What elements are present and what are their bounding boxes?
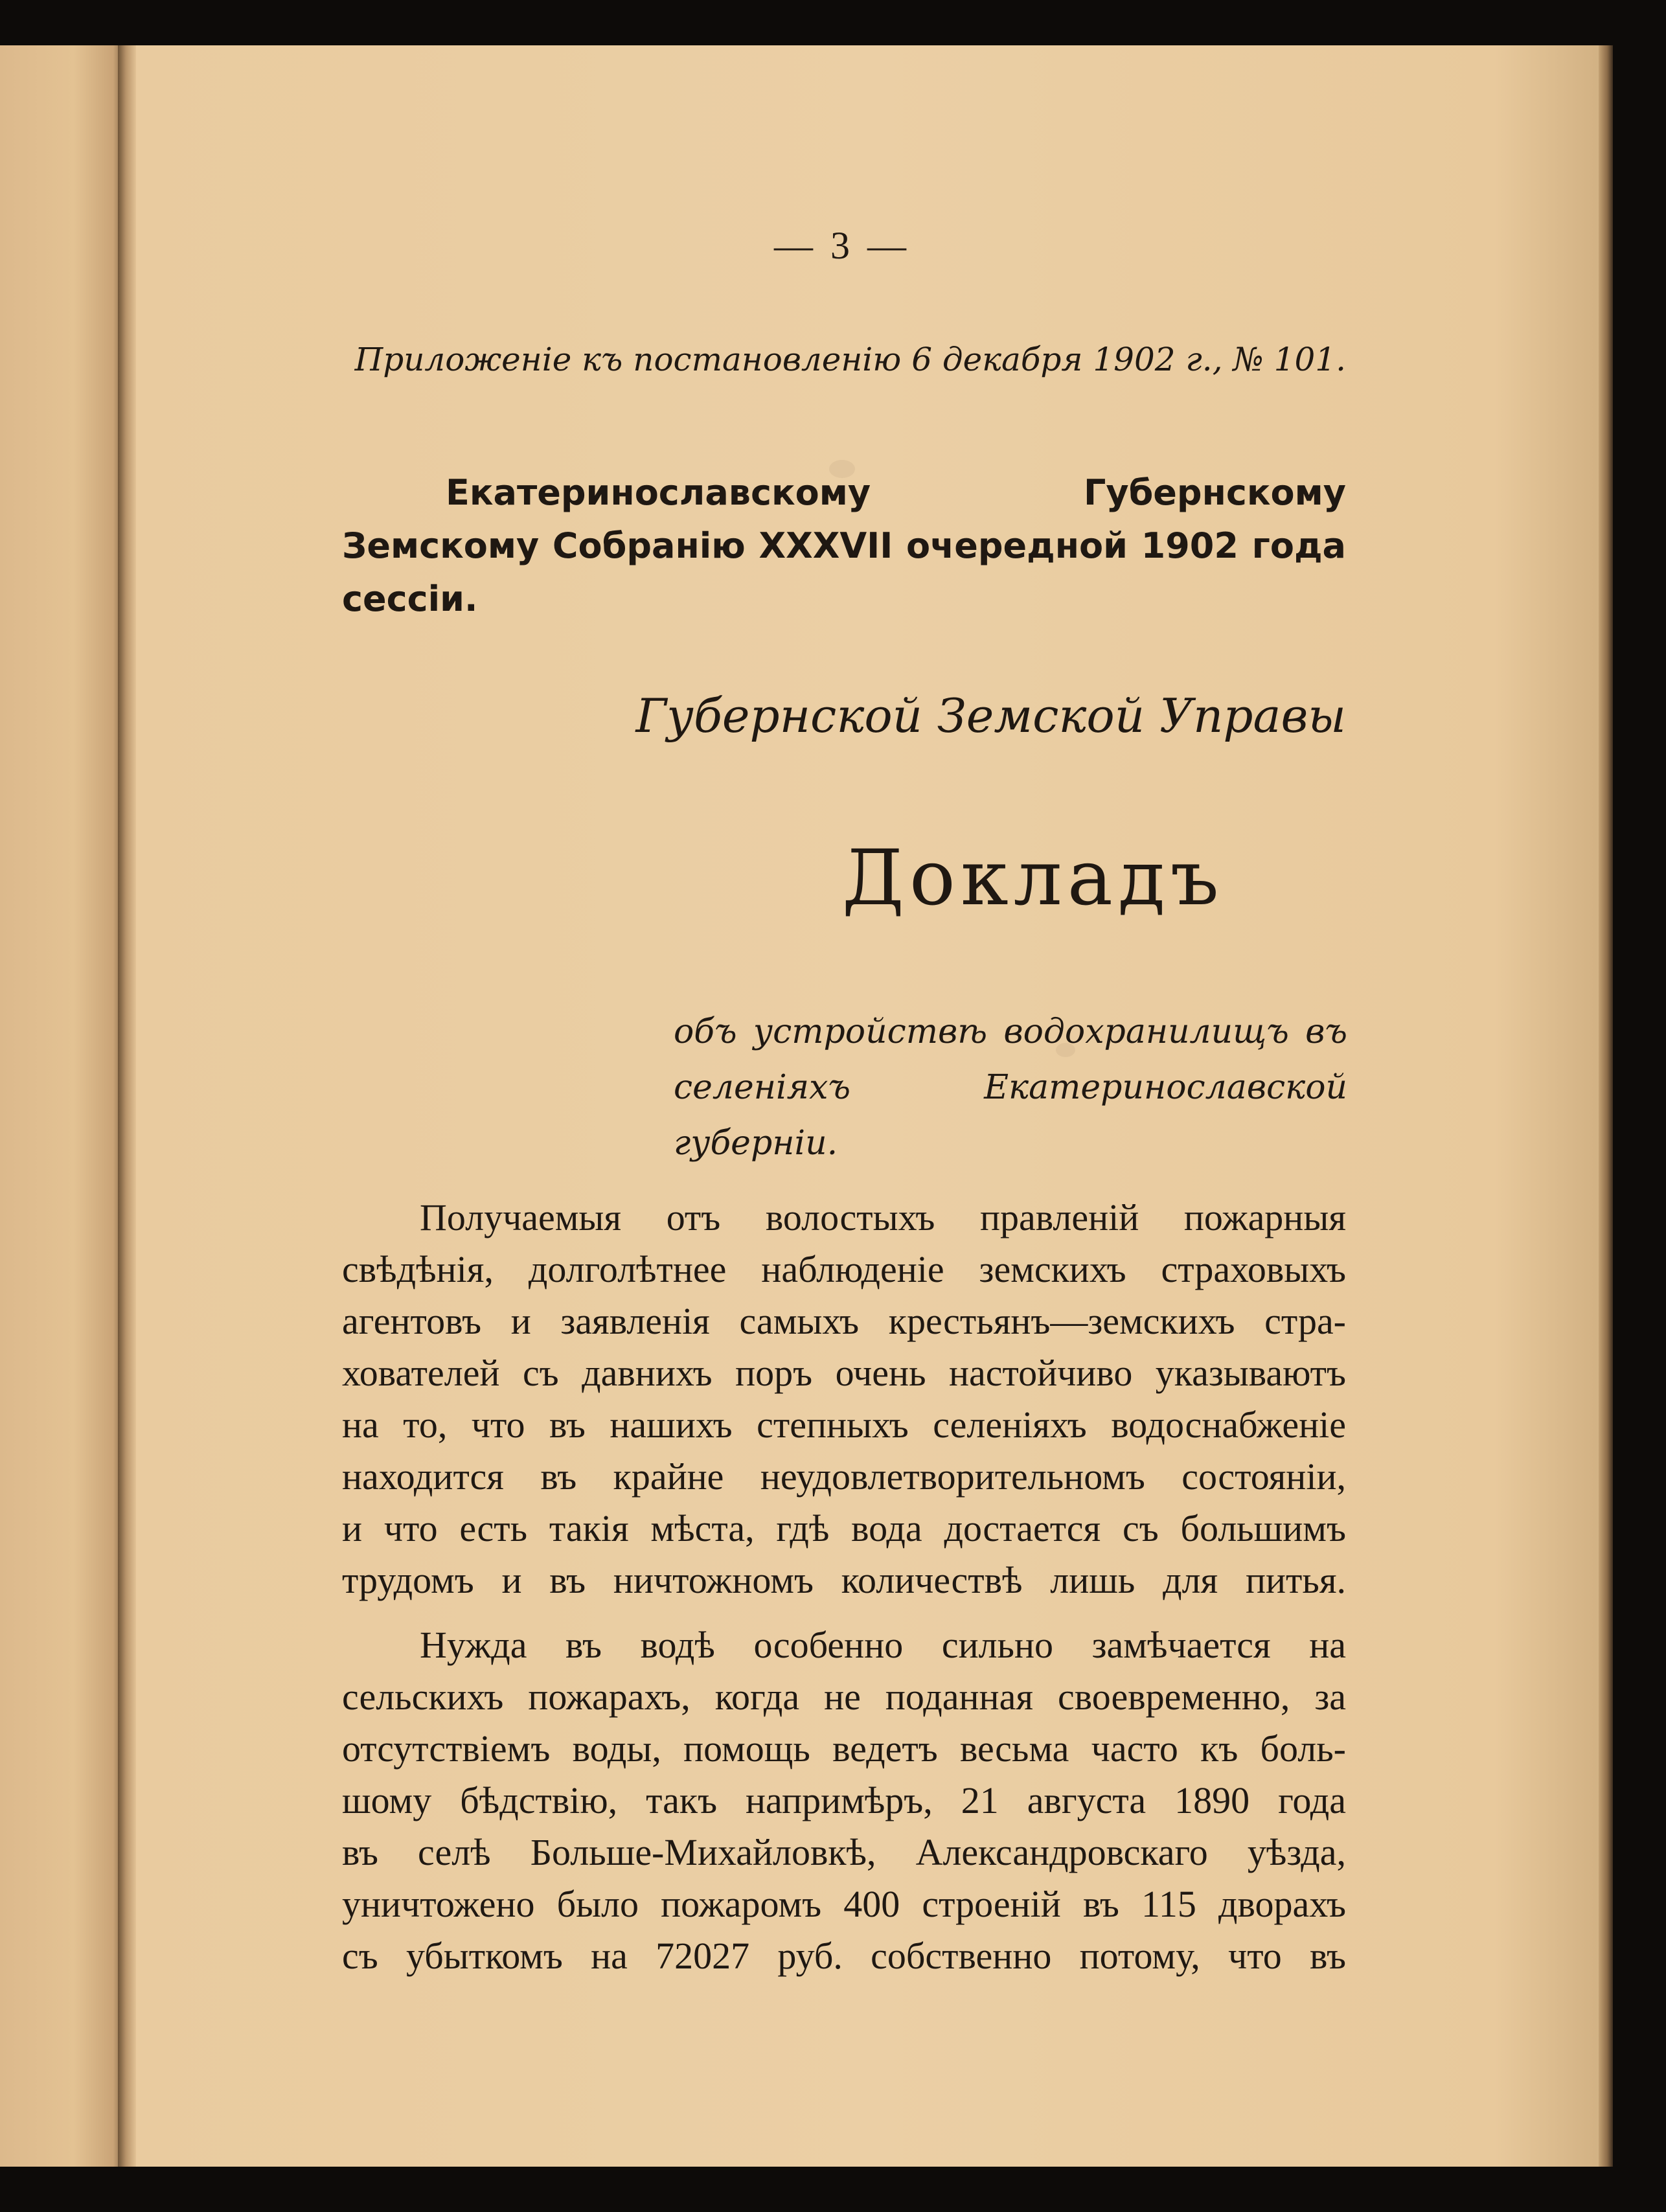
text-line: сельскихъ пожарахъ, когда не поданная своевременно, за	[342, 1676, 1346, 1718]
authority-heading: Губернской Земской Управы	[635, 689, 1346, 743]
text-line: агентовъ и заявленія самыхъ крестьянъ—земскихъ стра-	[342, 1300, 1346, 1342]
body-paragraph-2	[342, 1619, 1346, 1982]
text-line: отсутствіемъ воды, помощь ведетъ весьма часто къ боль-	[342, 1727, 1346, 1770]
page-number: — 3 —	[774, 224, 910, 267]
text-line: и что есть такія мѣста, гдѣ вода достается съ большимъ	[342, 1507, 1346, 1549]
text-line: хователей съ давнихъ поръ очень настойчиво указываютъ	[342, 1352, 1346, 1394]
book-gutter	[118, 45, 136, 2167]
body-paragraph-1	[342, 1192, 1346, 1606]
right-page-edge	[1599, 45, 1613, 2167]
left-page-edge	[0, 45, 123, 2167]
text-line: на то, что въ нашихъ степныхъ селеніяхъ водоснабженіе	[342, 1404, 1346, 1446]
text-line: уничтожено было пожаромъ 400 строеній въ 115 дворахъ	[342, 1883, 1346, 1925]
text-line: трудомъ и въ ничтожномъ количествѣ лишь для питья.	[342, 1559, 1346, 1601]
text-line: шому бѣдствію, такъ напримѣръ, 21 августа 1890 года	[342, 1779, 1346, 1821]
appendix-note: Приложеніе къ постановленію 6 декабря 1902 г., № 101.	[354, 341, 1346, 378]
text-line: Нужда въ водѣ особенно сильно замѣчается на	[420, 1624, 1346, 1666]
text-line: въ селѣ Больше-Михайловкѣ, Александровскаго уѣзда,	[342, 1831, 1346, 1873]
document-subject: объ устройствѣ водохранилищъ въ селеніяхъ Екатеринославской губерніи.	[674, 1012, 1347, 1163]
text-line: свѣдѣнія, долголѣтнее наблюденіе земскихъ страховыхъ	[342, 1248, 1346, 1290]
text-line: находится въ крайне неудовлетворительномъ состояніи,	[342, 1455, 1346, 1498]
text-line: Получаемыя отъ волостыхъ правленій пожарныя	[420, 1196, 1346, 1238]
addressee-heading: Екатеринославскому Губернскому Земскому Собранію XXXVII очередной 1902 года сессіи.	[342, 472, 1346, 619]
document-title: Докладъ	[842, 833, 1224, 922]
text-line: съ убыткомъ на 72027 руб. собственно потому, что въ	[342, 1935, 1346, 1977]
